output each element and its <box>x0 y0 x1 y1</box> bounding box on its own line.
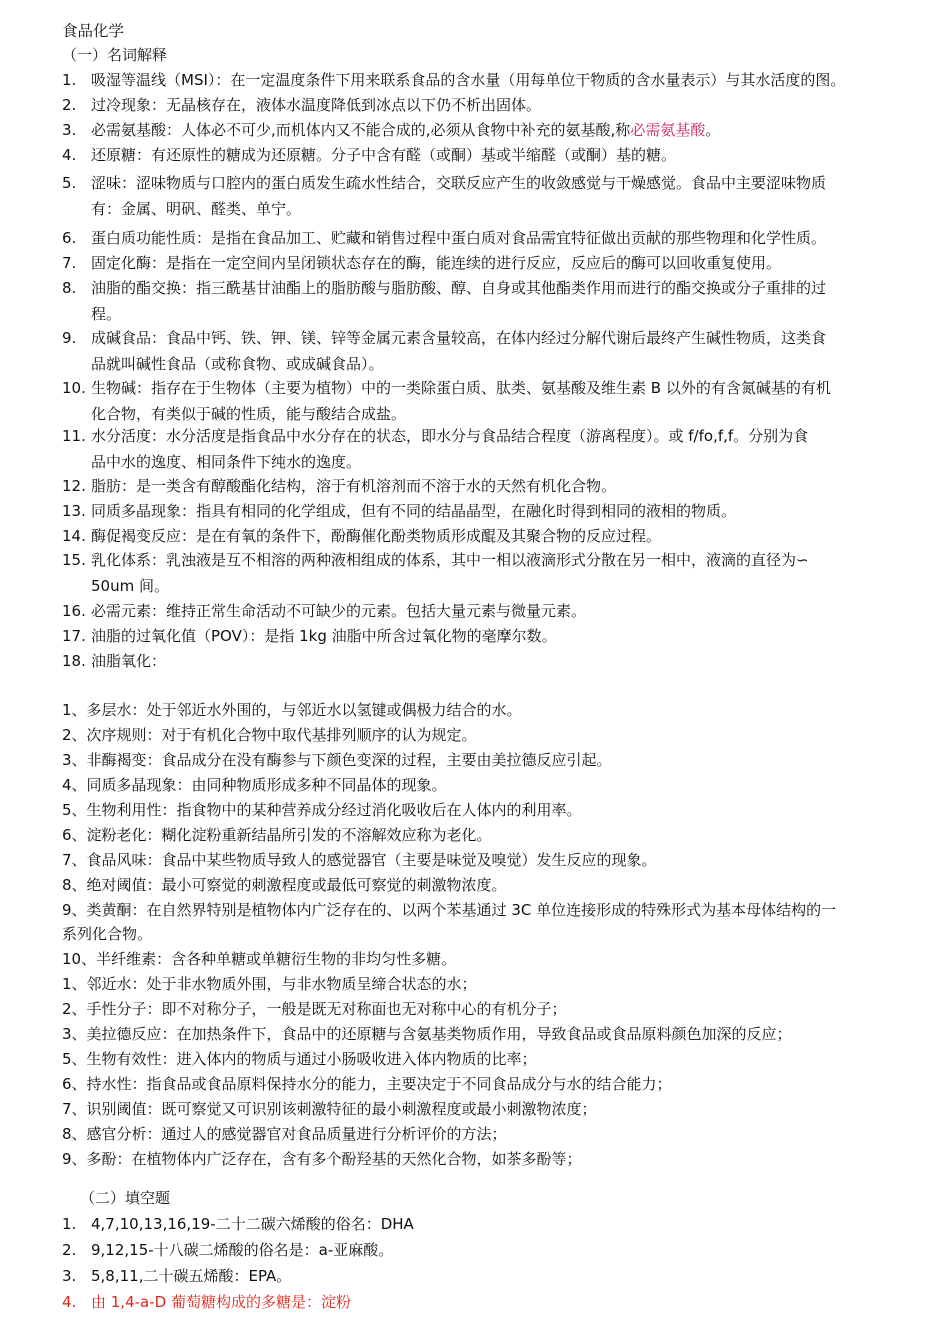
definition-line <box>62 526 661 546</box>
list-item: 10、半纤维素：含各种单糖或单糖衍生物的非均匀性多糖。 <box>62 950 457 968</box>
definition-line <box>91 304 121 324</box>
definition-number: 6. <box>62 229 77 247</box>
definition-line <box>62 253 781 273</box>
definition-text: 吸湿等温线（MSI）：在一定温度条件下用来联系食品的含水量（用每单位干物质的含水量表示）与其水活度的图。 <box>91 71 846 89</box>
definition-number: 8. <box>62 279 77 297</box>
definition-text: 固定化酶：是指在一定空间内呈闭锁状态存在的酶，能连续的进行反应，反应后的酶可以回收重复使用。 <box>91 254 782 272</box>
definition-text: 油脂氧化： <box>91 652 167 670</box>
definition-line <box>62 626 557 646</box>
definition-line <box>62 173 826 193</box>
definition-line <box>91 354 384 374</box>
definition-text: 脂肪：是一类含有醇酸酯化结构，溶于有机溶剂而不溶于水的天然有机化合物。 <box>91 477 617 495</box>
definition-line <box>62 426 808 446</box>
definition-text: 程。 <box>91 305 122 323</box>
definition-line <box>62 651 166 671</box>
definition-number: 13. <box>62 502 86 520</box>
fill-in-text: 4,7,10,13,16,19-二十二碳六烯酸的俗名：DHA <box>91 1215 414 1233</box>
fill-in-number: 1. <box>62 1215 77 1233</box>
definition-number: 5. <box>62 174 77 192</box>
definition-line <box>62 278 826 298</box>
definition-text: 油脂的过氧化值（POV）：是指 1kg 油脂中所含过氧化物的毫摩尔数。 <box>91 627 557 645</box>
list-item: 3、美拉德反应：在加热条件下，食品中的还原糖与含氨基类物质作用，导致食品或食品原料颜色加深的反应； <box>62 1025 792 1043</box>
definition-text: 成碱食品：食品中钙、铁、钾、镁、锌等金属元素含量较高，在体内经过分解代谢后最终产生碱性物质，这类食 <box>91 329 827 347</box>
definition-number: 10. <box>62 379 86 397</box>
definition-line <box>62 550 809 570</box>
definition-tail: 。 <box>705 121 721 139</box>
fill-in-item <box>62 1240 393 1260</box>
list-item: 9、类黄酮：在自然界特别是植物体内广泛存在的、以两个苯基通过 3C 单位连接形成的特殊形式为基本母体结构的一 <box>62 901 837 919</box>
definition-text: 涩味：涩味物质与口腔内的蛋白质发生疏水性结合，交联反应产生的收敛感觉与干燥感觉。食品中主要涩味物质 <box>91 174 827 192</box>
definition-number: 4. <box>62 146 77 164</box>
definition-text: 水分活度：水分活度是指食品中水分存在的状态，即水分与食品结合程度（游离程度）。或 f/fo,f,f。分别为食 <box>91 427 809 445</box>
definition-text: 品就叫碱性食品（或称食物、或成碱食品）。 <box>91 355 384 373</box>
list-item: 2、次序规则：对于有机化合物中取代基排列顺序的认为规定。 <box>62 726 477 744</box>
fill-in-number: 2. <box>62 1241 77 1259</box>
definition-number: 14. <box>62 527 86 545</box>
definition-line <box>91 452 361 472</box>
fill-in-item <box>62 1266 291 1286</box>
definition-text: 过冷现象：无晶核存在，液体水温度降低到冰点以下仍不析出固体。 <box>91 96 542 114</box>
definition-text: 同质多晶现象：指具有相同的化学组成，但有不同的结晶晶型，在融化时得到相同的液相的物质。 <box>91 502 737 520</box>
list-item: 4、同质多晶现象：由同种物质形成多种不同晶体的现象。 <box>62 776 447 794</box>
list-item: 3、非酶褐变：食品成分在没有酶参与下颜色变深的过程，主要由美拉德反应引起。 <box>62 751 612 769</box>
fill-in-text: 由 1,4-a-D 葡萄糖构成的多糖是：淀粉 <box>91 1293 351 1311</box>
definition-text: 必需元素：维持正常生命活动不可缺少的元素。包括大量元素与微量元素。 <box>91 602 587 620</box>
definition-text: 品中水的逸度、相同条件下纯水的逸度。 <box>91 453 362 471</box>
definition-number: 9. <box>62 329 77 347</box>
fill-in-text: 5,8,11,二十碳五烯酸：EPA。 <box>91 1267 292 1285</box>
list-item: 8、感官分析：通过人的感觉器官对食品质量进行分析评价的方法； <box>62 1125 507 1143</box>
definition-number: 15. <box>62 551 86 569</box>
definition-number: 12. <box>62 477 86 495</box>
definition-line <box>62 501 736 521</box>
definition-number: 17. <box>62 627 86 645</box>
definition-text: 生物碱：指存在于生物体（主要为植物）中的一类除蛋白质、肽类、氨基酸及维生素 B 以外的有含氮碱基的有机 <box>91 379 831 397</box>
list-item: 5、生物有效性：进入体内的物质与通过小肠吸收进入体内物质的比率； <box>62 1050 537 1068</box>
fill-in-number: 4. <box>62 1293 77 1311</box>
fill-in-item <box>62 1292 351 1312</box>
definition-line <box>62 120 720 140</box>
definition-line <box>62 145 676 165</box>
definition-text: 有：金属、明矾、醛类、单宁。 <box>91 200 302 218</box>
document-title: 食品化学 <box>62 22 125 40</box>
definition-line <box>62 95 541 115</box>
fill-in-number: 3. <box>62 1267 77 1285</box>
definition-text: 化合物，有类似于碱的性质，能与酸结合成盐。 <box>91 405 407 423</box>
definition-number: 1. <box>62 71 77 89</box>
definition-number: 11. <box>62 427 86 445</box>
definition-line <box>62 328 826 348</box>
list-item: 9、多酚：在植物体内广泛存在，含有多个酚羟基的天然化合物，如茶多酚等； <box>62 1150 582 1168</box>
definition-number: 16. <box>62 602 86 620</box>
definition-text: 酶促褐变反应：是在有氧的条件下，酚酶催化酚类物质形成醌及其聚合物的反应过程。 <box>91 527 662 545</box>
list-item: 1、邻近水：处于非水物质外围，与非水物质呈缔合状态的水； <box>62 975 477 993</box>
section-heading-definitions: （一）名词解释 <box>62 46 168 64</box>
list-item: 7、食品风味：食品中某些物质导致人的感觉器官（主要是味觉及嗅觉）发生反应的现象。 <box>62 851 657 869</box>
definition-line <box>91 576 169 596</box>
list-item: 1、多层水：处于邻近水外围的，与邻近水以氢键或偶极力结合的水。 <box>62 701 522 719</box>
definition-number: 3. <box>62 121 77 139</box>
definition-number: 7. <box>62 254 77 272</box>
definition-line <box>62 70 845 90</box>
definition-line <box>62 601 586 621</box>
list-item: 5、生物利用性：指食物中的某种营养成分经过消化吸收后在人体内的利用率。 <box>62 801 582 819</box>
definition-line <box>62 228 826 248</box>
list-item: 8、绝对阈值：最小可察觉的刺激程度或最低可察觉的刺激物浓度。 <box>62 876 507 894</box>
definition-text: 50um 间。 <box>91 577 169 595</box>
fill-in-text: 9,12,15-十八碳二烯酸的俗名是：a-亚麻酸。 <box>91 1241 394 1259</box>
highlighted-term: 必需氨基酸 <box>630 121 706 139</box>
list-item: 6、淀粉老化：糊化淀粉重新结晶所引发的不溶解效应称为老化。 <box>62 826 492 844</box>
definition-text: 乳化体系：乳浊液是互不相溶的两种液相组成的体系，其中一相以液滴形式分散在另一相中，液滴的直径为∽ <box>91 551 809 569</box>
definition-text: 蛋白质功能性质：是指在食品加工、贮藏和销售过程中蛋白质对食品需宜特征做出贡献的那些物理和化学性质。 <box>91 229 827 247</box>
definition-text: 必需氨基酸：人体必不可少,而机体内又不能合成的,必须从食物中补充的氨基酸,称 <box>91 121 631 139</box>
definition-text: 还原糖：有还原性的糖成为还原糖。分子中含有醛（或酮）基或半缩醛（或酮）基的糖。 <box>91 146 677 164</box>
list-item: 2、手性分子：即不对称分子，一般是既无对称面也无对称中心的有机分子； <box>62 1000 567 1018</box>
definition-line <box>91 404 406 424</box>
list-item: 系列化合物。 <box>62 925 153 943</box>
fill-in-item <box>62 1214 414 1234</box>
definition-number: 18. <box>62 652 86 670</box>
definition-line <box>62 476 616 496</box>
definition-line <box>62 378 831 398</box>
list-item: 6、持水性：指食品或食品原料保持水分的能力，主要决定于不同食品成分与水的结合能力； <box>62 1075 672 1093</box>
section-heading-fill-in: （二）填空题 <box>80 1189 171 1207</box>
definition-number: 2. <box>62 96 77 114</box>
definition-line <box>91 199 301 219</box>
list-item: 7、识别阈值：既可察觉又可识别该刺激特征的最小刺激程度或最小刺激物浓度； <box>62 1100 597 1118</box>
definition-text: 油脂的酯交换：指三酰基甘油酯上的脂肪酸与脂肪酸、醇、自身或其他酯类作用而进行的酯交换或分子重排的过 <box>91 279 827 297</box>
